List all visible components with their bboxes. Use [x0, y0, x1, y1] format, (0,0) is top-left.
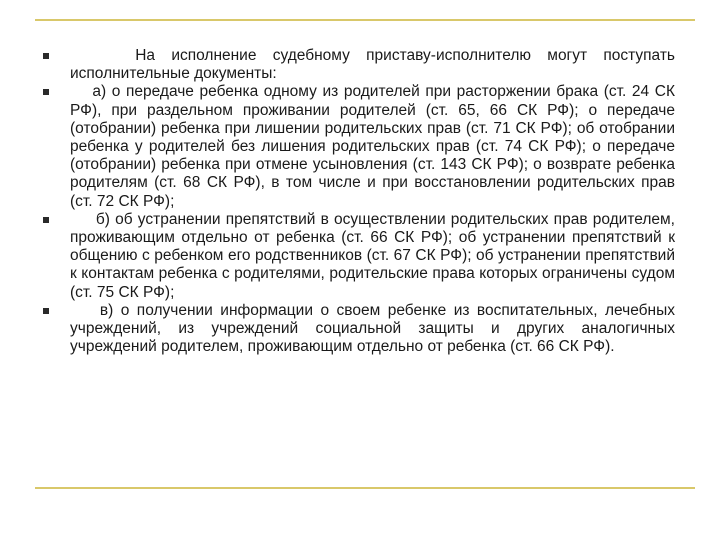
list-item-text: На исполнение судебному приставу-исполнителю могут поступать исполнительные документы: [70, 47, 680, 83]
list-item-text: а) о передаче ребенка одному из родителей при расторжении брака (ст. 24 СК РФ), при раздельном проживании родителей (ст. 65, 66 СК РФ); о передаче (отобрании) ребенка при лишении родительских прав (ст. 71 СК РФ); об отобрании ребенка у родителей без лишения родительских прав (ст. 74 СК РФ); о передаче (отобрании) ребенка при отмене усыновления (ст. 143 СК РФ); о возврате ребенка родителям (ст. 68 СК РФ), в том числе и при восстановлении родительских прав (ст. 72 СК РФ); [70, 83, 680, 210]
list-item [35, 83, 680, 210]
list-item-text: в) о получении информации о своем ребенке из воспитательных, лечебных учреждений, из учреждений социальной защиты и других аналогичных учреждений родителем, проживающим отдельно от ребенка (ст. 66 СК РФ). [70, 301, 680, 356]
square-bullet-icon [43, 53, 49, 59]
bottom-divider [35, 487, 695, 489]
square-bullet-icon [43, 308, 49, 314]
list-item [35, 301, 680, 357]
square-bullet-icon [43, 217, 49, 223]
list-item [35, 47, 680, 83]
list-item-text: б) об устранении препятствий в осуществлении родительских прав родителем, проживающим отдельно от ребенка (ст. 66 СК РФ); об устранении препятствий к общению с ребенком его родственников (ст. 67 СК РФ); об устранении препятствий к контактам ребенка с родителями, родительские права которых ограничены судом (ст. 75 СК РФ); [70, 210, 680, 301]
top-divider [35, 19, 695, 21]
list-item [35, 210, 680, 302]
bullet-list [35, 47, 680, 356]
square-bullet-icon [43, 89, 49, 95]
